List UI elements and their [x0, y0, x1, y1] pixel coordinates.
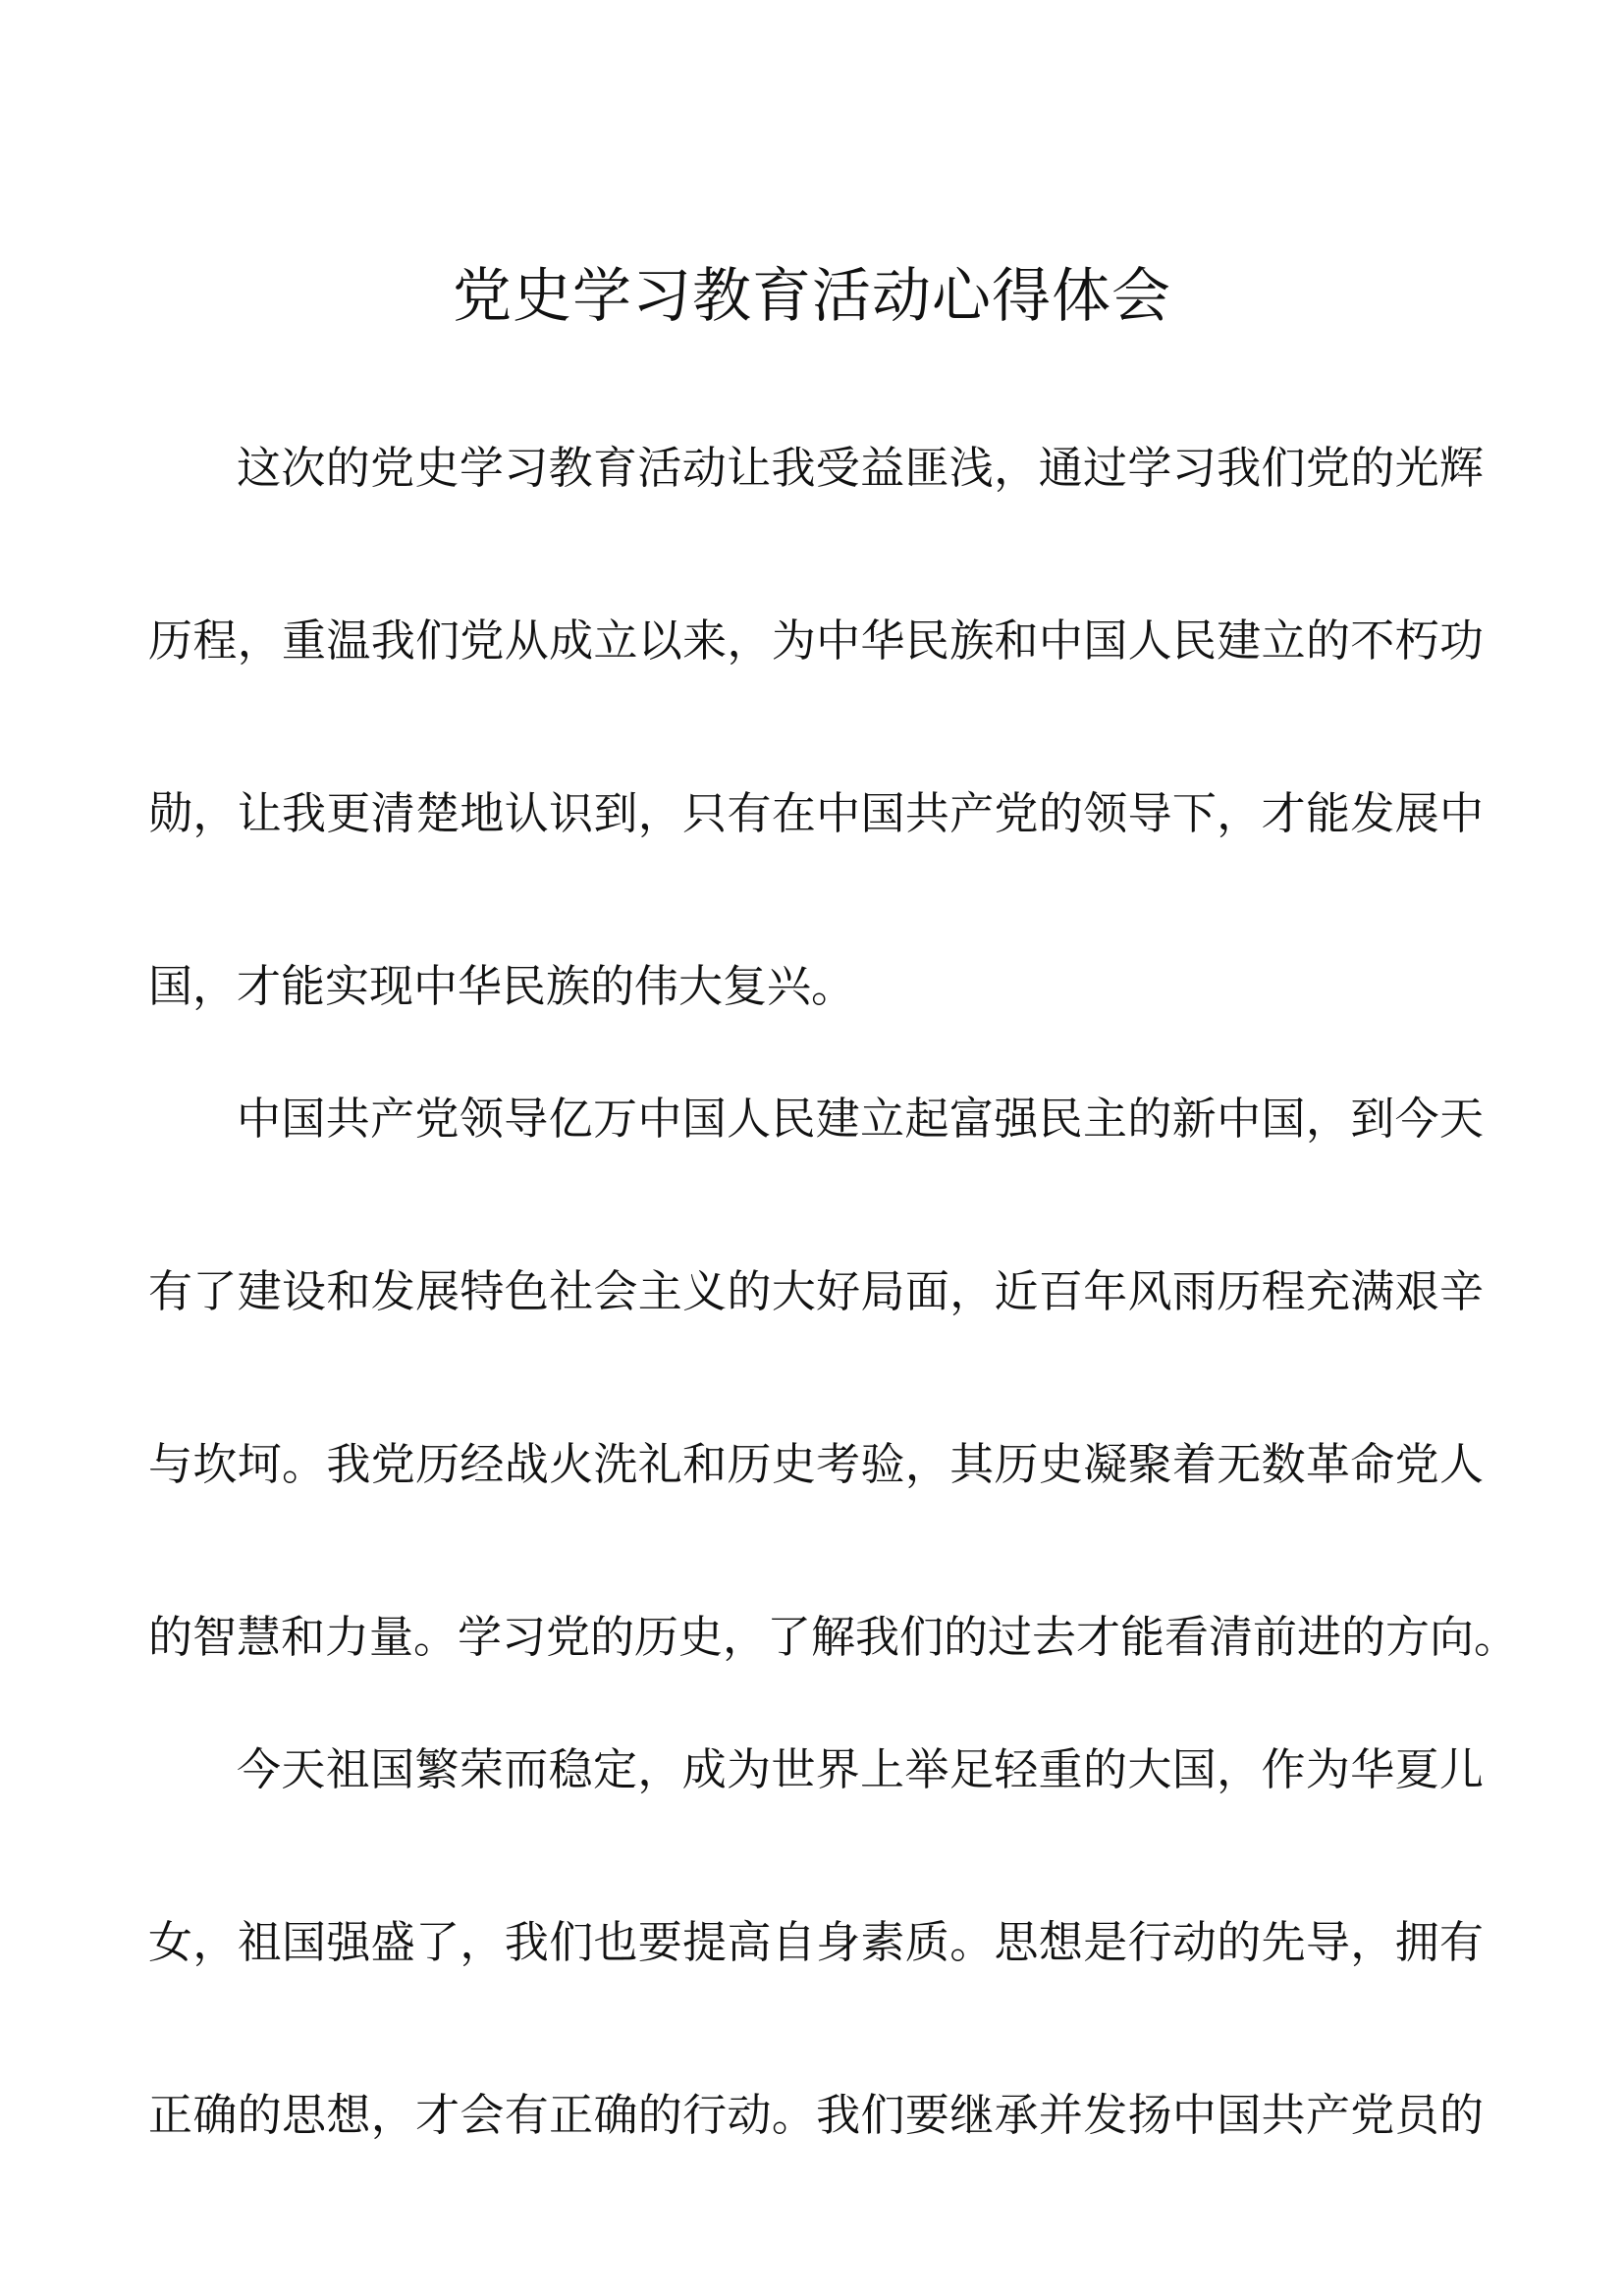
paragraph-2-line-4: 的智慧和力量。学习党的历史，了解我们的过去才能看清前进的方向。	[148, 1611, 1519, 1663]
document-title: 党史学习教育活动心得体会	[453, 262, 1171, 331]
paragraph-2-line-3: 与坎坷。我党历经战火洗礼和历史考验，其历史凝聚着无数革命党人	[148, 1438, 1484, 1490]
paragraph-3-line-3: 正确的思想，才会有正确的行动。我们要继承并发扬中国共产党员的	[148, 2089, 1484, 2141]
paragraph-1-line-4: 国，才能实现中华民族的伟大复兴。	[148, 960, 856, 1012]
paragraph-3-line-2: 女，祖国强盛了，我们也要提高自身素质。思想是行动的先导，拥有	[148, 1916, 1484, 1968]
paragraph-1-line-2: 历程，重温我们党从成立以来，为中华民族和中国人民建立的不朽功	[148, 614, 1484, 667]
paragraph-2-line-1: 中国共产党领导亿万中国人民建立起富强民主的新中国，到今天	[237, 1093, 1484, 1145]
paragraph-2-line-2: 有了建设和发展特色社会主义的大好局面，近百年风雨历程充满艰辛	[148, 1265, 1484, 1317]
paragraph-1-line-3: 勋，让我更清楚地认识到，只有在中国共产党的领导下，才能发展中	[148, 787, 1484, 839]
paragraph-1-line-1: 这次的党史学习教育活动让我受益匪浅，通过学习我们党的光辉	[237, 442, 1484, 494]
paragraph-3-line-1: 今天祖国繁荣而稳定，成为世界上举足轻重的大国，作为华夏儿	[237, 1743, 1484, 1795]
